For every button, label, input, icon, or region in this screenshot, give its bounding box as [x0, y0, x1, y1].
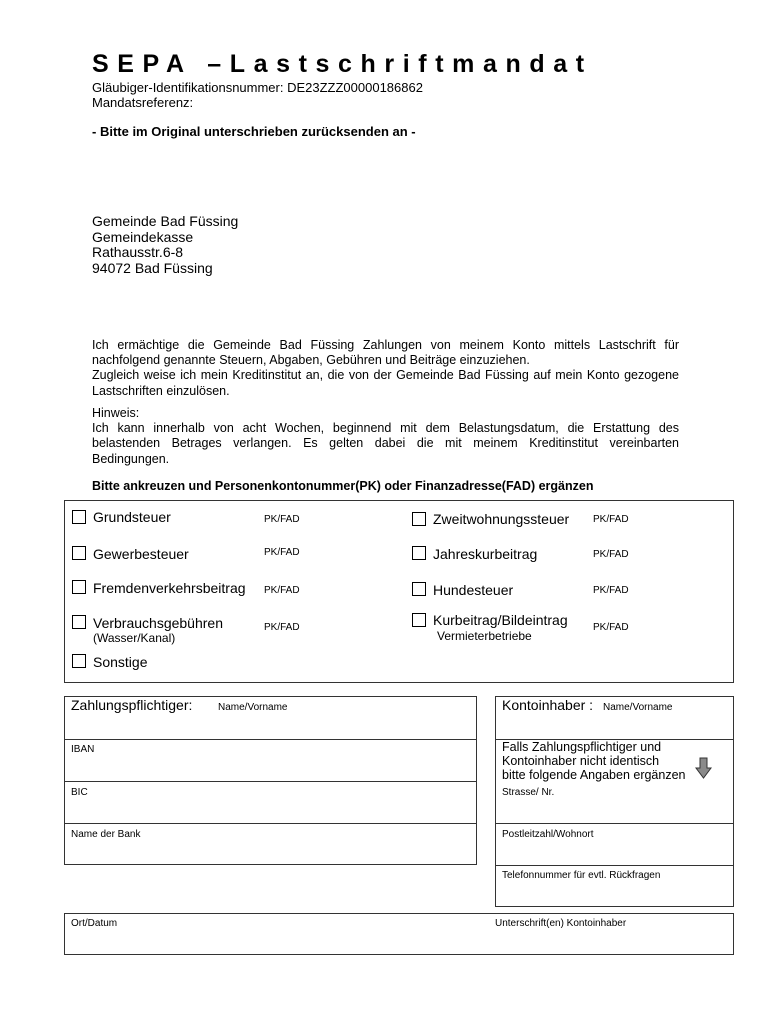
- pk-fad-label: PK/FAD: [593, 514, 629, 525]
- arrow-down-icon: [695, 757, 712, 779]
- address-line: 94072 Bad Füssing: [92, 259, 213, 276]
- divider: [495, 823, 734, 824]
- divider: [64, 823, 477, 824]
- grundsteuer-checkbox[interactable]: [72, 510, 86, 524]
- document-title: SEPA –Lastschriftmandat: [92, 50, 593, 78]
- hundesteuer-label: Hundesteuer: [433, 582, 514, 598]
- pk-fad-label: PK/FAD: [593, 549, 629, 560]
- holder-note-line: bitte folgende Angaben ergänzen: [502, 768, 686, 782]
- recipient-address: [92, 214, 238, 276]
- kurbeitrag-label: Kurbeitrag/Bildeintrag: [433, 612, 568, 628]
- verbrauchsgebuehren-label: Verbrauchsgebühren: [93, 615, 223, 631]
- verbrauchsgebuehren-sublabel: (Wasser/Kanal): [93, 631, 176, 645]
- holder-name-field[interactable]: Name/Vorname: [603, 702, 673, 713]
- jahreskurbeitrag-checkbox[interactable]: [412, 546, 426, 560]
- pk-fad-label: PK/FAD: [264, 547, 300, 558]
- street-field[interactable]: Strasse/ Nr.: [502, 787, 555, 798]
- signature-field[interactable]: Unterschrift(en) Kontoinhaber: [495, 918, 627, 929]
- authorization-text: [92, 338, 679, 399]
- address-line: Rathausstr.6-8: [92, 244, 184, 260]
- hundesteuer-checkbox[interactable]: [412, 582, 426, 596]
- divider: [64, 739, 477, 740]
- payer-name-field[interactable]: Name/Vorname: [218, 702, 288, 713]
- note-text: Ich kann innerhalb von acht Wochen, beginnend mit dem Belastungsdatum, die Erstattung des belastenden Betrages verlangen. Es gelten dabei die mit meinem Kreditinstitut vereinbarten Bedingungen.: [92, 421, 679, 466]
- holder-note-line: Falls Zahlungspflichtiger und: [502, 740, 662, 754]
- signature-box: [64, 913, 734, 955]
- mandate-reference: Mandatsreferenz:: [92, 95, 194, 110]
- gewerbesteuer-checkbox[interactable]: [72, 546, 86, 560]
- zip-city-field[interactable]: Postleitzahl/Wohnort: [502, 829, 594, 840]
- pk-fad-label: PK/FAD: [264, 514, 300, 525]
- sonstige-checkbox[interactable]: [72, 654, 86, 668]
- verbrauchsgebuehren-checkbox[interactable]: [72, 615, 86, 629]
- jahreskurbeitrag-label: Jahreskurbeitrag: [433, 546, 538, 562]
- divider: [495, 865, 734, 866]
- kurbeitrag-checkbox[interactable]: [412, 613, 426, 627]
- kurbeitrag-sublabel: Vermieterbetriebe: [437, 629, 532, 643]
- selection-instruction: Bitte ankreuzen und Personenkontonummer(PK) oder Finanzadresse(FAD) ergänzen: [92, 479, 594, 493]
- fremdenverkehrsbeitrag-label: Fremdenverkehrsbeitrag: [93, 580, 246, 596]
- iban-field[interactable]: IBAN: [71, 744, 95, 755]
- holder-note-line: Kontoinhaber nicht identisch: [502, 754, 660, 768]
- authorization-paragraph: Zugleich weise ich mein Kreditinstitut an, die von der Gemeinde Bad Füssing auf mein Konto gezogene Lastschriften einzulösen.: [92, 368, 679, 398]
- pk-fad-label: PK/FAD: [593, 585, 629, 596]
- phone-field[interactable]: Telefonnummer für evtl. Rückfragen: [502, 870, 661, 881]
- address-line: Gemeinde Bad Füssing: [92, 213, 239, 229]
- return-note: - Bitte im Original unterschrieben zurücksenden an -: [92, 124, 416, 139]
- gewerbesteuer-label: Gewerbesteuer: [93, 546, 189, 562]
- divider: [64, 781, 477, 782]
- address-line: Gemeindekasse: [92, 228, 194, 245]
- bic-field[interactable]: BIC: [71, 787, 88, 798]
- place-date-field[interactable]: Ort/Datum: [71, 918, 118, 929]
- creditor-id: Gläubiger-Identifikationsnummer: DE23ZZZ00000186862: [92, 80, 423, 95]
- payer-title: Zahlungspflichtiger:: [71, 697, 193, 713]
- pk-fad-label: PK/FAD: [593, 622, 629, 633]
- sonstige-label: Sonstige: [93, 654, 148, 670]
- bank-name-field[interactable]: Name der Bank: [71, 829, 141, 840]
- note-title: Hinweis:: [92, 406, 140, 420]
- pk-fad-label: PK/FAD: [264, 622, 300, 633]
- zweitwohnungssteuer-label: Zweitwohnungssteuer: [433, 511, 570, 527]
- holder-note: [502, 740, 686, 782]
- fremdenverkehrsbeitrag-checkbox[interactable]: [72, 580, 86, 594]
- authorization-paragraph: Ich ermächtige die Gemeinde Bad Füssing Zahlungen von meinem Konto mittels Lastschrift für nachfolgend genannte Steuern, Abgaben, Gebühren und Beiträge einzuziehen.: [92, 338, 679, 368]
- account-holder-title: Kontoinhaber :: [502, 697, 594, 713]
- refund-note: [92, 406, 679, 467]
- zweitwohnungssteuer-checkbox[interactable]: [412, 512, 426, 526]
- pk-fad-label: PK/FAD: [264, 585, 300, 596]
- grundsteuer-label: Grundsteuer: [93, 509, 171, 525]
